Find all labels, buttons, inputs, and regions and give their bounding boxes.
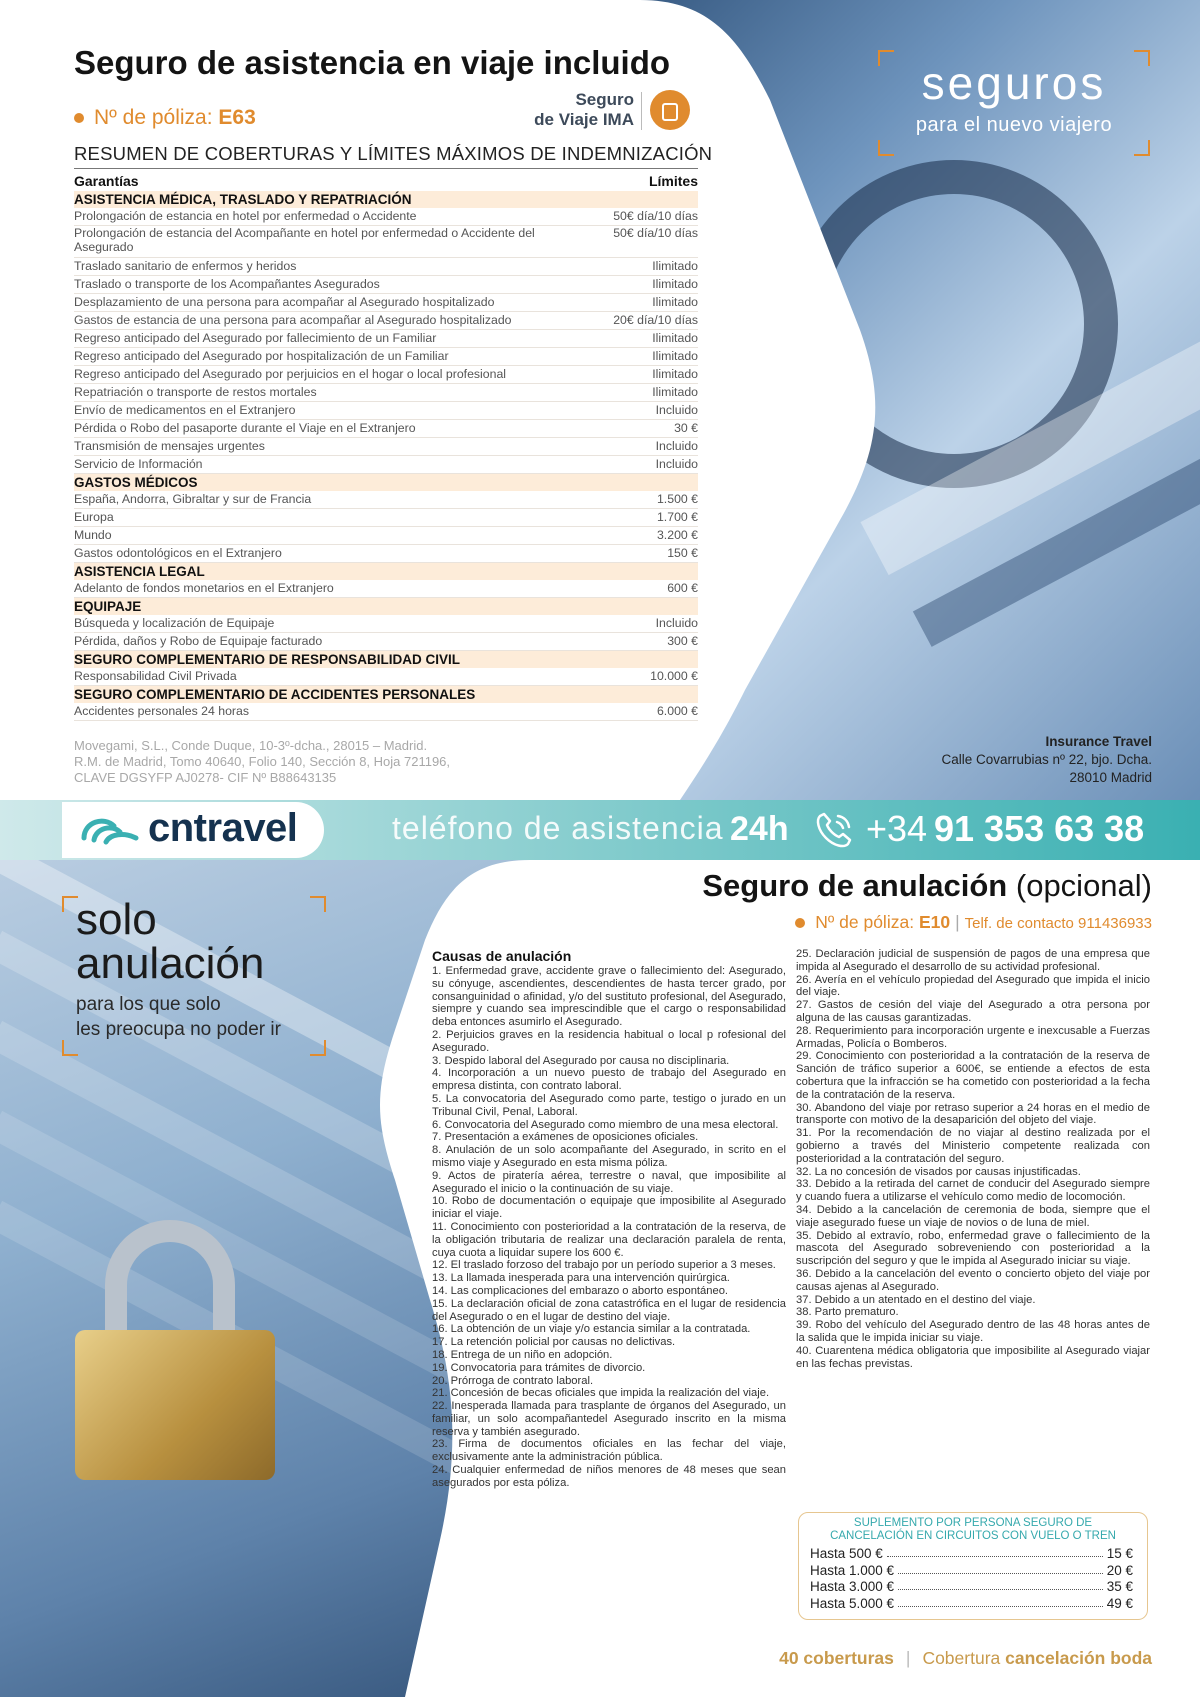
coverage-section-title: ASISTENCIA LEGAL — [74, 563, 698, 580]
causes-heading: Causas de anulación — [432, 948, 572, 964]
supplement-label: Hasta 5.000 € — [810, 1595, 895, 1611]
coverage-label: Responsabilidad Civil Privada — [74, 669, 237, 683]
insurer-city: 28010 Madrid — [1069, 770, 1152, 785]
coverage-limit: Ilimitado — [652, 259, 698, 273]
col-limits: Límites — [648, 173, 698, 189]
table-row — [74, 633, 698, 651]
bullet-icon — [74, 113, 84, 123]
cause-item: 7. Presentación a exámenes de oposiciones oficiales. — [432, 1131, 699, 1144]
table-row — [74, 456, 698, 474]
footer-coverages: 40 coberturas | Cobertura cancelación boda — [779, 1648, 1152, 1668]
cause-item: 8. Anulación de un solo acompañante del Asegurado, in scrito en el mismo viaje y Asegurado en esta misma póliza. — [432, 1144, 786, 1169]
coverage-label: Pérdida, daños y Robo de Equipaje facturado — [74, 634, 323, 648]
policy-label: Nº de póliza: — [815, 912, 915, 932]
cause-item: 36. Debido a la cancelación del evento o concierto objeto del viaje por causas ajenas al Asegurado. — [796, 1267, 1150, 1293]
cause-item: 25. Declaración judicial de suspensión de pagos de una empresa que impida al Asegurado el desarrollo de su actividad profesional. — [796, 948, 1150, 973]
cause-item: 34. Debido a la cancelación de ceremonia de boda, siempre que el viaje asegurado fuese un viaje de novios o de luna de miel. — [796, 1203, 1150, 1229]
table-row — [74, 226, 698, 258]
supplement-row — [810, 1579, 1133, 1594]
cause-item: 2. Perjuicios graves en la residencia habitual o local p rofesional del Asegurado. — [432, 1028, 786, 1054]
ima-brand-logo — [528, 88, 698, 136]
supplement-price: 15 € — [1106, 1546, 1133, 1561]
supplement-price: 49 € — [1106, 1595, 1133, 1611]
coverage-limit: 50€ día/10 días — [613, 209, 698, 223]
cause-item: 20. Prórroga de contrato laboral. — [432, 1374, 594, 1387]
table-row — [74, 276, 698, 294]
suitcase-icon — [650, 90, 690, 130]
seguros-title: seguros — [921, 57, 1107, 109]
insurer-address — [900, 733, 1152, 787]
supplement-row — [810, 1563, 1133, 1578]
coverage-limit: Ilimitado — [652, 331, 698, 345]
cause-item: 3. Despido laboral del Asegurado por causa no disciplinaria. — [432, 1054, 730, 1067]
coverage-limit: 1.500 € — [656, 492, 698, 506]
coverage-limit: Ilimitado — [652, 295, 698, 309]
cause-item: 9. Actos de piratería aérea, terrestre o naval, que imposibilite al Asegurado el inicio o la continuación de su viaje. — [432, 1169, 786, 1195]
cause-item: 14. Las complicaciones del embarazo o aborto espontáneo. — [432, 1284, 729, 1297]
cause-item: 16. La obtención de un viaje y/o estancia similar a la contratada. — [432, 1323, 751, 1336]
coverage-limit: 150 € — [667, 546, 698, 560]
cause-item: 39. Robo del vehículo del Asegurado dentro de las 48 horas antes de la salida que le impida iniciar su viaje. — [796, 1319, 1150, 1344]
policy-number: E10 — [918, 912, 951, 932]
phone-icon — [812, 810, 856, 850]
cause-item: 31. Por la recomendación de no viajar al destino realizada por el gobierno a través del Ministerio competente realizada con posterioridad a la contratación del seguro. — [796, 1127, 1150, 1165]
coverage-limit: 6.000 € — [656, 704, 698, 718]
cause-item: 33. Debido a la retirada del carnet de conducir del Asegurado siempre y cuando fuera a utilizarse el vehículo como medio de locomoción. — [796, 1178, 1150, 1204]
coverage-limit: Incluido — [655, 457, 698, 471]
solo-subtitle-1: para los que solo — [76, 994, 221, 1015]
coverage-label: Traslado o transporte de los Acompañantes Asegurados — [74, 277, 380, 291]
dot-leader — [887, 1546, 1103, 1557]
cause-item: 26. Avería en el vehículo propiedad del Asegurado que impida el inicio del viaje. — [796, 973, 1150, 999]
contact-phone: Telf. de contacto 911436933 — [964, 915, 1152, 932]
coverage-label: Envío de medicamentos en el Extranjero — [74, 403, 296, 417]
coverage-label: Europa — [74, 510, 114, 524]
cause-item: 4. Incorporación a un nuevo puesto de trabajo del Asegurado en empresa distinta, con contrato laboral. — [432, 1067, 786, 1093]
cause-item: 12. El traslado forzoso del trabajo por un período superior a 3 meses. — [432, 1259, 776, 1272]
table-row — [74, 258, 698, 276]
coverage-label: Repatriación o transporte de restos mortales — [74, 385, 317, 399]
cause-item: 6. Convocatoria del Asegurado como miembro de una mesa electoral. — [432, 1118, 779, 1131]
table-row — [74, 545, 698, 563]
dot-leader — [898, 1596, 1103, 1607]
supplement-row — [810, 1596, 1133, 1611]
coverage-limit: Incluido — [655, 439, 698, 453]
cause-item: 28. Requerimiento para incorporación urgente e inexcusable a Fuerzas Armadas, Policía o Bomberos. — [796, 1024, 1150, 1050]
page-title: Seguro de asistencia en viaje incluido — [74, 44, 671, 81]
coverage-label: Servicio de Información — [74, 457, 203, 471]
table-row — [74, 580, 698, 598]
cntravel-logo-text: cntravel — [148, 806, 298, 850]
table-row — [74, 491, 698, 509]
cause-item: 18. Entrega de un niño en adopción. — [432, 1348, 613, 1361]
table-row — [74, 615, 698, 633]
coverage-label: Mundo — [74, 528, 112, 542]
company-line: R.M. de Madrid, Tomo 40640, Folio 140, Sección 8, Hoja 721196, — [74, 754, 451, 769]
footer-coverages-count: 40 coberturas — [779, 1648, 894, 1668]
cause-item: 24. Cualquier enfermedad de niños menores de 48 meses que sean asegurados por esta póliza. — [432, 1464, 786, 1489]
coverage-label: Prolongación de estancia del Acompañante en hotel por enfermedad o Accidente del Asegurado — [74, 226, 535, 254]
coverage-limit: 30 € — [674, 421, 698, 435]
cause-item: 29. Conocimiento con posterioridad a la contratación de la reserva de Sanción de tráfico superior a 600€, se entiende a efectos de esta cobertura que la infracción se ha cometido con posterioridad a la fecha de la contratación de la reserva. — [796, 1050, 1150, 1101]
table-row — [74, 527, 698, 545]
coverage-label: Regreso anticipado del Asegurado por perjuicios en el hogar o local profesional — [74, 367, 507, 381]
table-row — [74, 668, 698, 686]
coverage-section-title: EQUIPAJE — [74, 598, 698, 615]
solo-title-line-2: anulación — [76, 939, 265, 988]
table-row — [74, 330, 698, 348]
divider — [74, 168, 698, 169]
supplement-label: Hasta 3.000 € — [810, 1579, 895, 1594]
table-row — [74, 420, 698, 438]
coverage-limit: Ilimitado — [652, 349, 698, 363]
supplement-title-line-1: SUPLEMENTO POR PERSONA SEGURO DE — [853, 1517, 1093, 1529]
causes-column-2 — [796, 948, 1150, 1370]
phone-number[interactable]: 91 353 63 38 — [934, 808, 1145, 849]
cause-item: 21. Concesión de becas oficiales que impida la realización del viaje. — [432, 1387, 770, 1400]
coverage-limit: 1.700 € — [656, 510, 698, 524]
coverage-label: Transmisión de mensajes urgentes — [74, 439, 265, 453]
table-row — [74, 366, 698, 384]
dot-leader — [898, 1563, 1103, 1574]
solo-subtitle-2: les preocupa no poder ir — [76, 1019, 281, 1040]
cancellation-title-optional: (opcional) — [1015, 868, 1152, 903]
cause-item: 22. Inesperada llamada para trasplante de órganos del Asegurado, un familiar, un solo acompañantedel Asegurado inscrito en la misma reserva y también asegurado. — [432, 1400, 786, 1438]
coverage-label: Desplazamiento de una persona para acompañar al Asegurado hospitalizado — [74, 295, 495, 309]
coverage-label: Traslado sanitario de enfermos y heridos — [74, 259, 297, 273]
supplement-price: 35 € — [1106, 1579, 1133, 1594]
cause-item: 11. Conocimiento con posterioridad a la contratación de la reserva, de la obligación tributaria de realizar una declaración paralela de renta, cuya cuota a liquidar supere los 600 €. — [432, 1220, 786, 1259]
cntravel-logo-icon — [78, 812, 142, 848]
table-row — [74, 384, 698, 402]
table-row — [74, 294, 698, 312]
insurer-name: Insurance Travel — [1045, 734, 1152, 749]
coverage-section-title: GASTOS MÉDICOS — [74, 474, 698, 491]
coverage-section-title: SEGURO COMPLEMENTARIO DE RESPONSABILIDAD CIVIL — [74, 651, 698, 668]
supplement-title-line-2: CANCELACIÓN EN CIRCUITOS CON VUELO O TREN — [830, 1530, 1116, 1542]
coverage-limit: Ilimitado — [652, 277, 698, 291]
coverage-limit: Incluido — [655, 616, 698, 630]
policy-label: Nº de póliza: — [94, 106, 213, 129]
supplement-label: Hasta 1.000 € — [810, 1562, 895, 1578]
table-row — [74, 402, 698, 420]
cause-item: 17. La retención policial por causas no delictivas. — [432, 1336, 676, 1349]
solo-title-line-1: solo — [76, 895, 157, 944]
coverage-limit: 3.200 € — [656, 528, 698, 542]
bullet-icon — [795, 918, 805, 928]
company-line: Movegami, S.L., Conde Duque, 10-3º-dcha., 28015 – Madrid. — [74, 738, 428, 753]
coverage-label: Regreso anticipado del Asegurado por hospitalización de un Familiar — [74, 349, 449, 363]
cause-item: 13. La llamada inesperada para una intervención quirúrgica. — [432, 1272, 730, 1285]
table-row — [74, 438, 698, 456]
table-row — [74, 348, 698, 366]
insurer-street: Calle Covarrubias nº 22, bjo. Dcha. — [941, 752, 1152, 767]
coverage-limit: 50€ día/10 días — [613, 226, 698, 240]
cancellation-title — [600, 868, 1152, 904]
table-header — [74, 172, 698, 191]
cause-item: 23. Firma de documentos oficiales en las fechar del viaje, exclusivamente ante la administración pública. — [432, 1438, 786, 1464]
cause-item: 1. Enfermedad grave, accidente grave o fallecimiento del: Asegurado, su cónyuge, ascendientes, descendientes de hasta tercer grado, por consanguinidad o afinidad, y/o del sustituto profesional, del Asegurado, siempre y cuando sea imprescindible que el cargo o responsabilidad deba entonces asumirlo el Asegurado. — [432, 965, 786, 1029]
table-row — [74, 509, 698, 527]
footer-cobertura: Cobertura — [922, 1648, 1001, 1668]
coverage-label: Regreso anticipado del Asegurado por fallecimiento de un Familiar — [74, 331, 437, 345]
summary-heading: RESUMEN DE COBERTURAS Y LÍMITES MÁXIMOS DE INDEMNIZACIÓN — [74, 143, 713, 164]
cause-item: 35. Debido al extravío, robo, enfermedad grave o fallecimiento de la mascota del Asegurado sobreveniendo con posterioridad a la suscripción del seguro y que le impida al Asegurado iniciar su viaje. — [796, 1229, 1150, 1268]
coverage-limit: Ilimitado — [652, 367, 698, 381]
coverage-section-title: ASISTENCIA MÉDICA, TRASLADO Y REPATRIACIÓN — [74, 191, 698, 208]
coverage-limit: 20€ día/10 días — [613, 313, 698, 327]
policy-number-top — [74, 106, 256, 130]
coverage-limit: 300 € — [667, 634, 698, 648]
cause-item: 30. Abandono del viaje por retraso superior a 24 horas en el medio de transporte con motivo de la desaparición del objeto del viaje. — [796, 1101, 1150, 1127]
brand-line-1: Seguro — [575, 90, 634, 109]
brand-line-2: de Viaje IMA — [534, 110, 634, 129]
coverage-table — [74, 172, 698, 721]
coverage-label: Gastos odontológicos en el Extranjero — [74, 546, 282, 560]
supplement-price: 20 € — [1106, 1562, 1133, 1578]
coverage-limit: 10.000 € — [650, 669, 698, 683]
coverage-label: Adelanto de fondos monetarios en el Extranjero — [74, 581, 334, 595]
coverage-label: España, Andorra, Gibraltar y sur de Francia — [74, 492, 312, 506]
table-body — [74, 191, 698, 721]
supplement-label: Hasta 500 € — [810, 1546, 883, 1561]
company-line: CLAVE DGSYFP AJ0278- CIF Nº B88643135 — [74, 770, 337, 785]
dot-leader — [898, 1579, 1103, 1590]
cause-item: 32. La no concesión de visados por causas injustificadas. — [796, 1165, 1081, 1178]
cause-item: 40. Cuarentena médica obligatoria que imposibilite al Asegurado viajar en las fechas previstas. — [796, 1344, 1150, 1370]
coverage-label: Pérdida o Robo del pasaporte durante el Viaje en el Extranjero — [74, 421, 416, 435]
cause-item: 27. Gastos de cesión del viaje del Asegurado a otra persona por alguna de las causas garantizadas. — [796, 999, 1150, 1024]
supplement-title — [810, 1517, 1136, 1543]
coverage-label: Accidentes personales 24 horas — [74, 704, 249, 718]
cause-item: 5. La convocatoria del Asegurado como parte, testigo o jurado en un Tribunal Civil, Penal, Laboral. — [432, 1092, 786, 1118]
footer-boda: cancelación boda — [1005, 1648, 1152, 1668]
coverage-limit: Incluido — [655, 403, 698, 417]
assistance-label: teléfono de asistencia — [392, 810, 724, 846]
company-info — [74, 738, 450, 786]
cause-item: 37. Debido a un atentado en el destino del viaje. — [796, 1293, 1036, 1306]
table-row — [74, 208, 698, 226]
cause-item: 10. Robo de documentación o equipaje que imposibilite al Asegurado iniciar el viaje. — [432, 1195, 786, 1221]
col-guarantees: Garantías — [74, 173, 139, 189]
table-row — [74, 312, 698, 330]
seguros-subtitle: para el nuevo viajero — [915, 114, 1113, 136]
cancellation-title-bold: Seguro de anulación — [702, 868, 1008, 903]
policy-number: E63 — [218, 106, 256, 129]
cancellation-policy: Nº de póliza: E10 | Telf. de contacto 911436933 — [600, 912, 1152, 933]
supplement-row — [810, 1546, 1133, 1561]
coverage-limit: Ilimitado — [652, 385, 698, 399]
table-row — [74, 703, 698, 721]
causes-column-1 — [432, 948, 786, 1490]
coverage-limit: 600 € — [667, 581, 698, 595]
cause-item: 15. La declaración oficial de zona catastrófica en el lugar de residencia del Asegurado o en el lugar de destino del viaje. — [432, 1297, 786, 1323]
coverage-label: Prolongación de estancia en hotel por enfermedad o Accidente — [74, 209, 417, 223]
coverage-label: Gastos de estancia de una persona para acompañar al Asegurado hospitalizado — [74, 313, 512, 327]
coverage-section-title: SEGURO COMPLEMENTARIO DE ACCIDENTES PERSONALES — [74, 686, 698, 703]
phone-prefix: +34 — [866, 808, 928, 849]
cause-item: 19. Convocatoria para trámites de divorcio. — [432, 1361, 646, 1374]
coverage-label: Búsqueda y localización de Equipaje — [74, 616, 275, 630]
cause-item: 38. Parto prematuro. — [796, 1306, 899, 1319]
assistance-24h: 24h — [730, 810, 789, 848]
